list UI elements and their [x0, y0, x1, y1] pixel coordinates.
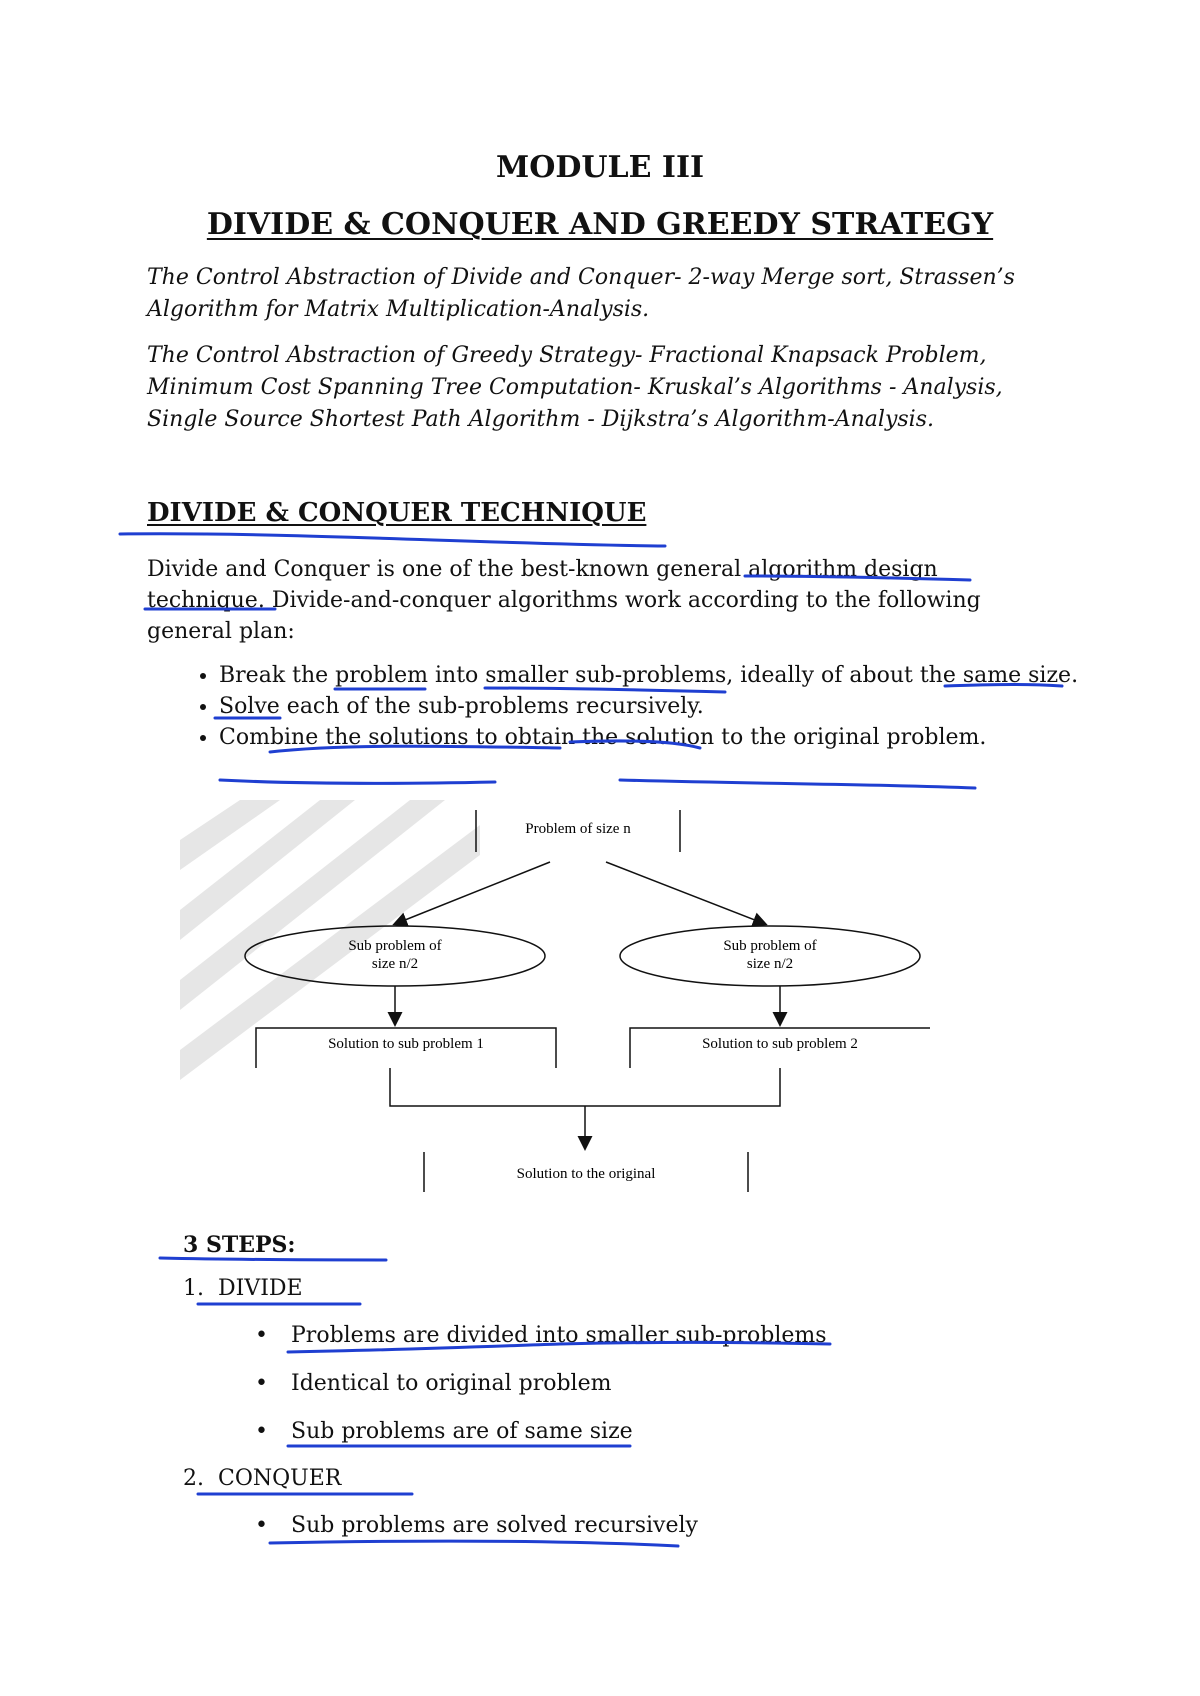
step-bullet: • Sub problems are solved recursively — [255, 1513, 698, 1538]
final-label: Solution to the original — [516, 1166, 656, 1182]
bullet-text: Problems are divided into smaller sub-problems — [291, 1323, 827, 1348]
steps-title: 3 STEPS: — [183, 1232, 296, 1258]
left-solution-label: Solution to sub problem 1 — [328, 1036, 484, 1052]
syllabus-divide-conquer: The Control Abstraction of Divide and Conquer- 2-way Merge sort, Strassen’s Algorithm for Matrix Multiplication-Analysis. — [147, 265, 1015, 322]
document-title: DIVIDE & CONQUER AND GREEDY STRATEGY — [206, 207, 994, 242]
left-sub-line1: Sub problem of — [348, 938, 442, 954]
step-number: 1. — [183, 1276, 204, 1301]
right-sub-line1: Sub problem of — [723, 938, 817, 954]
step-bullet: • Problems are divided into smaller sub-problems — [255, 1323, 827, 1348]
bullet-text: Identical to original problem — [291, 1371, 612, 1396]
divide-conquer-diagram — [180, 800, 960, 1200]
plan-list — [175, 660, 1119, 753]
left-solution — [256, 1028, 556, 1068]
ink-underline — [120, 534, 665, 546]
arrow-right — [606, 862, 765, 924]
right-sub-line2: size n/2 — [746, 956, 794, 972]
step-bullet: • Sub problems are of same size — [255, 1419, 633, 1444]
right-solution — [630, 1028, 930, 1068]
section-heading: DIVIDE & CONQUER TECHNIQUE — [147, 498, 647, 528]
bullet-text: Sub problems are of same size — [291, 1419, 633, 1444]
step-number: 2. — [183, 1466, 204, 1491]
syllabus-greedy: The Control Abstraction of Greedy Strategy- Fractional Knapsack Problem, Minimum Cost Spanning Tree Computation- Kruskal’s Algorithms - Analysis, Single Source Shortest Path Algorithm - Dijkstra’s Algorithm-Analysis. — [147, 343, 1003, 432]
step-label: CONQUER — [218, 1466, 342, 1491]
root-node — [476, 810, 680, 852]
step-divide — [183, 1276, 303, 1301]
plan-item: • Combine the solutions to obtain the solution to the original problem. — [219, 722, 1119, 753]
right-solution-label: Solution to sub problem 2 — [702, 1036, 858, 1052]
left-sub-line2: size n/2 — [371, 956, 419, 972]
step-label: DIVIDE — [218, 1276, 303, 1301]
plan-item: • Break the problem into smaller sub-problems, ideally of about the same size. — [219, 660, 1119, 691]
left-subproblem — [245, 926, 545, 986]
ink-underline — [220, 780, 495, 783]
step-conquer — [183, 1466, 341, 1491]
module-number: MODULE III — [495, 150, 705, 185]
merge-bracket — [390, 1068, 780, 1106]
final-solution — [424, 1152, 748, 1192]
step-bullet: • Identical to original problem — [255, 1371, 612, 1396]
right-subproblem — [620, 926, 920, 986]
intro-paragraph: Divide and Conquer is one of the best-known general algorithm design technique. Divide-and-conquer algorithms work according to the following general plan: — [147, 557, 981, 644]
ink-underline — [620, 780, 975, 788]
ink-underline — [160, 1258, 386, 1260]
ink-underline — [270, 1541, 678, 1546]
plan-item: • Solve each of the sub-problems recursively. — [219, 691, 1119, 722]
bullet-text: Sub problems are solved recursively — [291, 1513, 698, 1538]
root-label: Problem of size n — [525, 821, 631, 837]
